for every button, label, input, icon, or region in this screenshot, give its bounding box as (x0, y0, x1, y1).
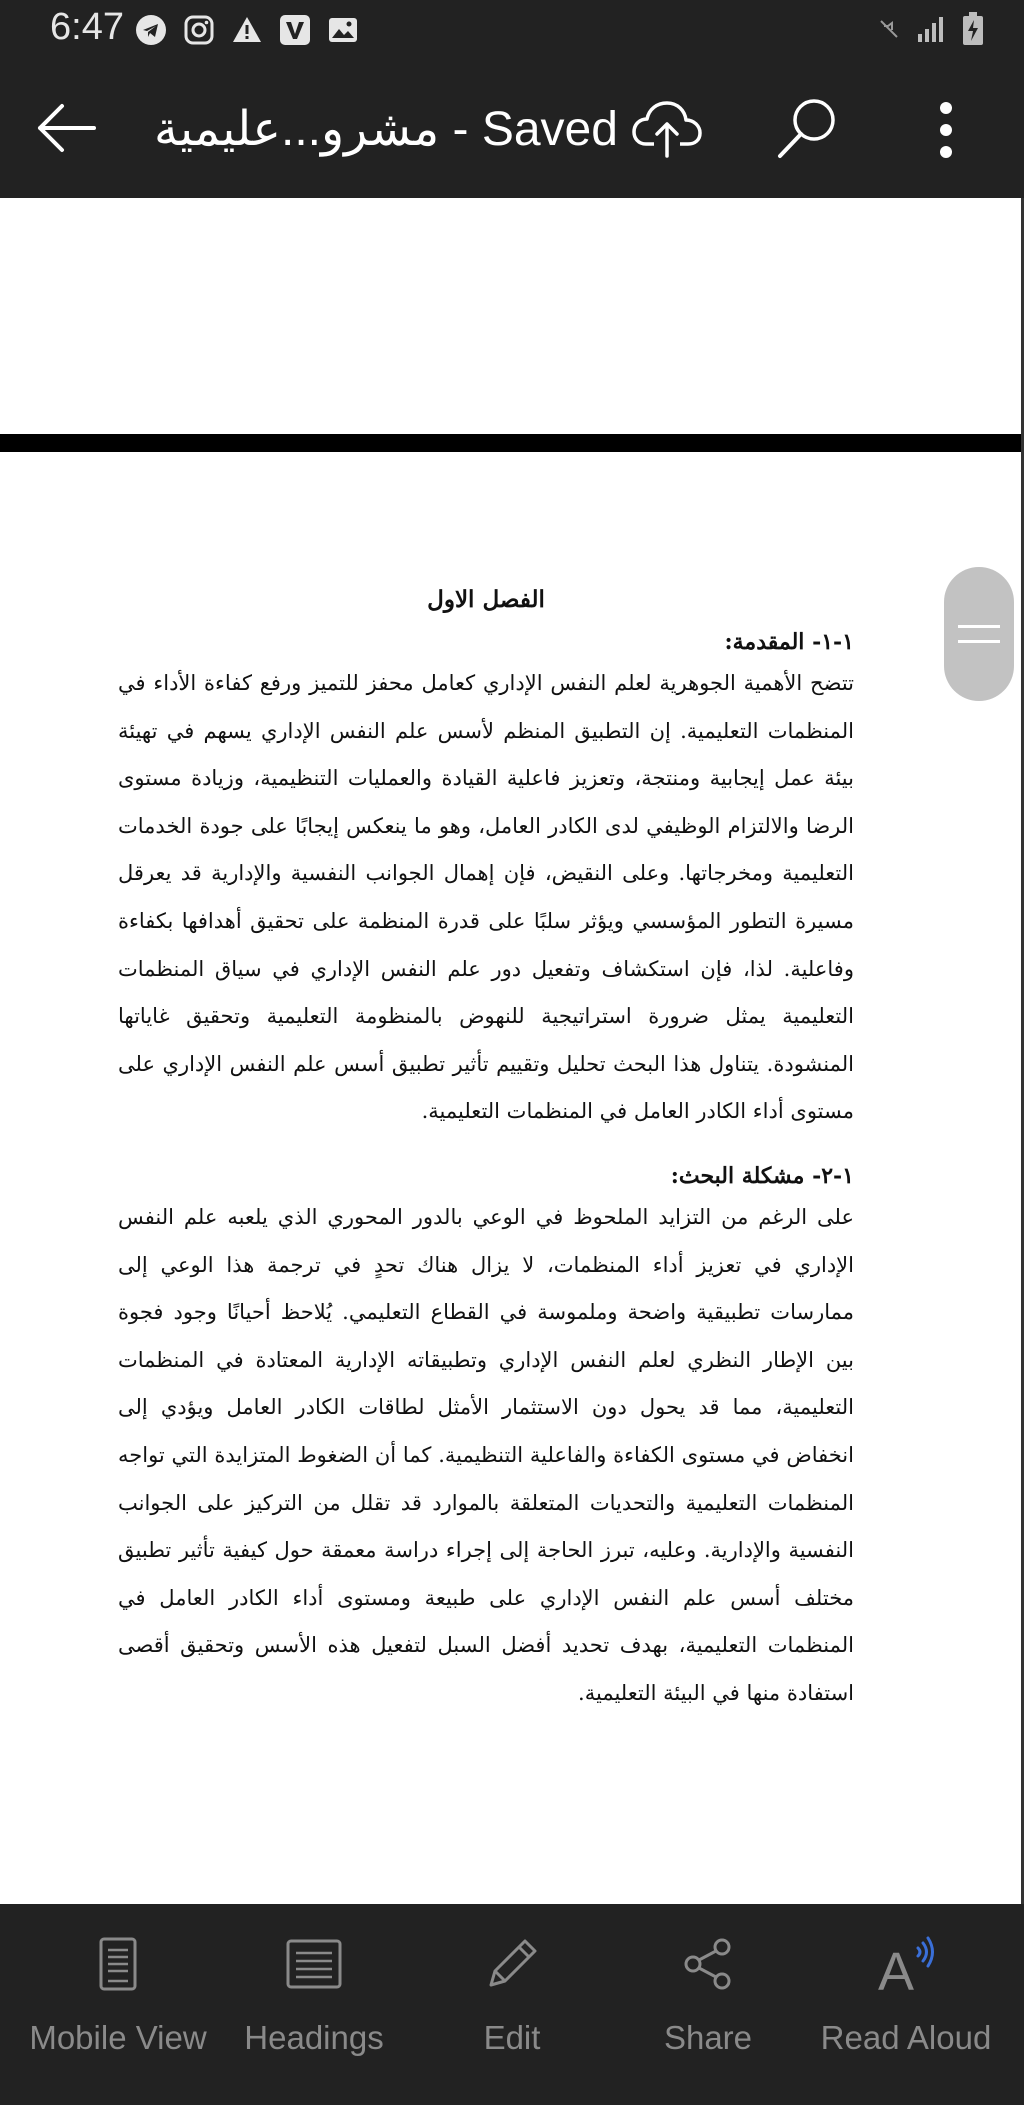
search-icon (776, 96, 840, 160)
document-page[interactable] (0, 452, 1021, 1904)
page-break-divider (0, 434, 1024, 452)
read-aloud-label: Read Aloud (820, 2019, 992, 2056)
document-content (118, 582, 854, 1717)
back-button[interactable] (34, 98, 100, 158)
share-button[interactable] (608, 1924, 808, 2057)
instagram-icon (182, 13, 216, 47)
section-heading-introduction: ١-١- المقدمة: (724, 629, 854, 655)
cloud-upload-icon (632, 96, 702, 160)
telegram-icon (134, 13, 168, 47)
chapter-title: الفصل الاول (427, 586, 545, 613)
introduction-paragraph: تتضح الأهمية الجوهرية لعلم النفس الإداري كعامل محفز للتميز ورفع كفاءة الأداء في المنظمات التعليمية. إن التطبيق المنظم لأسس علم النفس الإداري يسهم في تهيئة بيئة عمل إيجابية ومنتجة، وتعزيز فاعلية القيادة والعمليات التنظيمية، وزيادة مستوى الرضا والالتزام الوظيفي لدى الكادر العامل، وهو ما ينعكس إيجابًا على جودة الخدمات التعليمية ومخرجاتها. وعلى النقيض، فإن إهمال الجوانب النفسية والإدارية قد يعرقل مسيرة التطور المؤسسي ويؤثر سلبًا على قدرة المنظمة على تحقيق أهدافها بكفاءة وفاعلية. لذا، فإن استكشاف وتفعيل دور علم النفس الإداري في سياق المنظمات التعليمية يمثل ضرورة استراتيجية للنهوض بالمنظومة التعليمية وتحقيق غاياتها المنشودة. يتناول هذا البحث تحليل وتقييم تأثير تطبيق أسس علم النفس الإداري على مستوى أداء الكادر العامل في المنظمات التعليمية. (118, 671, 854, 1124)
more-options-button[interactable] (924, 98, 968, 162)
edit-label: Edit (483, 2019, 541, 2056)
read-aloud-button[interactable] (806, 1924, 1006, 2057)
headings-icon (286, 1939, 342, 1989)
mobile-view-icon (98, 1936, 138, 1992)
headings-label: Headings (244, 2019, 384, 2056)
previous-page-bottom (0, 198, 1024, 434)
upload-button[interactable] (632, 96, 702, 160)
scroll-handle-grip (958, 640, 1000, 643)
edit-pencil-icon (483, 1935, 541, 1993)
section-heading-research-problem: ١-٢- مشكلة البحث: (670, 1162, 854, 1189)
headings-button[interactable] (214, 1924, 414, 2057)
status-bar (0, 0, 1024, 60)
section-spacer (118, 1136, 854, 1158)
scroll-handle[interactable] (944, 567, 1014, 701)
warning-icon (230, 13, 264, 47)
read-aloud-icon (874, 1934, 938, 1994)
v-app-icon (278, 13, 312, 47)
bottom-toolbar (0, 1904, 1024, 2105)
scroll-handle-grip (958, 625, 1000, 628)
system-status-icons (878, 12, 984, 51)
app-bar (0, 60, 1024, 198)
mute-icon (878, 18, 900, 45)
more-vertical-icon (924, 98, 968, 162)
document-title: مشرو...عليمية - Saved (154, 103, 618, 156)
notification-icons (134, 12, 360, 48)
gallery-icon (326, 13, 360, 47)
research-problem-paragraph: على الرغم من التزايد الملحوظ في الوعي بالدور المحوري الذي يلعبه علم النفس الإداري في تعزيز أداء المنظمات، لا يزال هناك تحدٍ في ترجمة هذا الوعي إلى ممارسات تطبيقية واضحة وملموسة في القطاع التعليمي. يُلاحظ أحيانًا وجود فجوة بين الإطار النظري لعلم النفس الإداري وتطبيقاته الإدارية المعتادة في المنظمات التعليمية، مما قد يحول دون الاستثمار الأمثل لطاقات الكادر العامل ويؤدي إلى انخفاض في مستوى الكفاءة والفاعلية التنظيمية. كما أن الضغوط المتزايدة التي تواجه المنظمات التعليمية والتحديات المتعلقة بالموارد قد تقلل من التركيز على الجوانب النفسية والإدارية. وعليه، تبرز الحاجة إلى إجراء دراسة معمقة حول كيفية تأثير تطبيق مختلف أسس علم النفس الإداري على طبيعة ومستوى أداء الكادر العامل في المنظمات التعليمية، بهدف تحديد أفضل السبل لتفعيل هذه الأسس وتحقيق أقصى استفادة منها في البيئة التعليمية. (118, 1204, 854, 1705)
mobile-view-button[interactable] (18, 1924, 218, 2057)
edit-button[interactable] (412, 1924, 612, 2057)
share-label: Share (663, 2019, 753, 2056)
status-time: 6:47 (50, 6, 124, 48)
battery-charging-icon (962, 12, 984, 51)
search-button[interactable] (776, 96, 840, 160)
signal-icon (916, 14, 946, 49)
svg-text:A: A (878, 1942, 915, 1994)
back-arrow-icon (34, 98, 100, 158)
share-icon (680, 1936, 736, 1992)
mobile-view-label: Mobile View (29, 2019, 207, 2056)
